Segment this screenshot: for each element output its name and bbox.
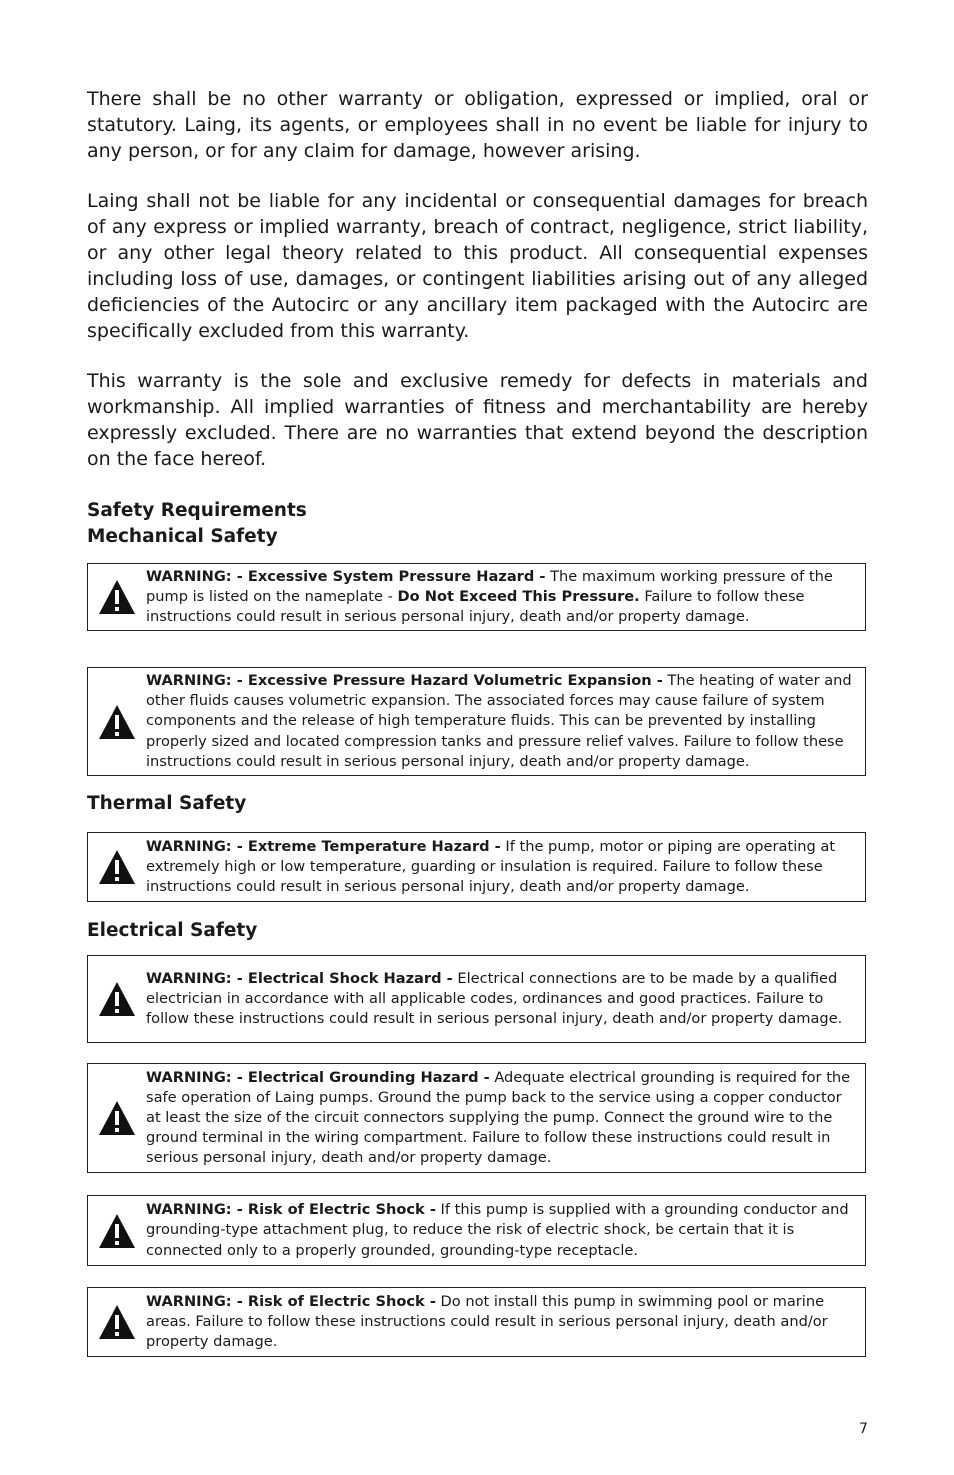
heading-electrical-safety: Electrical Safety <box>87 920 258 941</box>
warning-triangle-icon <box>88 1099 146 1137</box>
warning-title: WARNING: - Excessive Pressure Hazard Volumetric Expansion - <box>146 672 663 689</box>
warning-text <box>146 1064 865 1173</box>
warning-text <box>146 833 865 902</box>
warning-body: Do not install this pump in swimming pool or marine areas. Failure to follow these instructions could result in serious personal injury, death and/or property damage. <box>146 1292 828 1351</box>
warning-emphasis: Do Not Exceed This Pressure. <box>397 587 640 605</box>
warning-title: WARNING: - Excessive System Pressure Hazard - <box>146 567 546 585</box>
warning-text <box>146 1196 865 1265</box>
warning-text <box>146 563 865 632</box>
warning-box <box>87 1287 866 1357</box>
warning-box <box>87 667 866 776</box>
warning-body: Adequate electrical grounding is required for the safe operation of Laing pumps. Ground the pump back to the service using a copper conductor at least the size of the circuit connectors supplying the pump. Connect the ground wire to the ground terminal in the wiring compartment. Failure to follow these instructions could result in serious personal injury, death and/or property damage. <box>146 1068 851 1167</box>
warning-title: WARNING: - Extreme Temperature Hazard - <box>146 837 501 855</box>
warning-body: If this pump is supplied with a grounding conductor and grounding-type attachment plug, to reduce the risk of electric shock, be certain that it is connected only to a properly grounded, grounding-type receptacle. <box>146 1201 849 1259</box>
heading-safety-requirements: Safety Requirements <box>87 500 307 521</box>
heading-thermal-safety: Thermal Safety <box>87 793 247 814</box>
warranty-paragraph-1: There shall be no other warranty or obligation, expressed or implied, oral or statutory. Laing, its agents, or employees shall in no event be liable for injury to any person, or for any claim for damage, however arising. <box>87 88 868 162</box>
warning-box <box>87 955 866 1043</box>
thermal-heading-wrap <box>87 791 246 817</box>
warning-triangle-icon <box>88 703 146 741</box>
warning-body: The heating of water and other fluids causes volumetric expansion. The associated forces may cause failure of system components and the release of high temperature fluids. This can be prevented by installing properly sized and located compression tanks and pressure relief valves. Failure to follow these instructions could result in serious personal injury, death and/or property damage. <box>146 672 852 770</box>
warning-box <box>87 832 866 902</box>
warning-title: WARNING: - Risk of Electric Shock - <box>146 1292 436 1310</box>
warning-text <box>146 1288 865 1357</box>
warning-text <box>146 965 865 1034</box>
warning-box <box>87 1063 866 1173</box>
warning-box <box>87 1195 866 1266</box>
warning-title: WARNING: - Electrical Shock Hazard - <box>146 969 453 987</box>
warning-body: The maximum working pressure of the pump is listed on the nameplate - <box>146 567 833 605</box>
safety-headings <box>87 498 307 550</box>
warning-triangle-icon <box>88 1303 146 1341</box>
warning-triangle-icon <box>88 1212 146 1250</box>
warning-body: Electrical connections are to be made by a qualified electrician in accordance with all applicable codes, ordinances and good practices. Failure to follow these instructions could result in serious personal injury, death and/or property damage. <box>146 969 843 1028</box>
warranty-paragraph-3: This warranty is the sole and exclusive remedy for defects in materials and workmanship. All implied warranties of fitness and merchantability are hereby expressly excluded. There are no warranties that extend beyond the description on the face hereof. <box>87 370 868 470</box>
warning-box <box>87 563 866 631</box>
warning-body-cont: Failure to follow these instructions could result in serious personal injury, death and/or property damage. <box>146 587 805 626</box>
warning-triangle-icon <box>88 980 146 1018</box>
warning-triangle-icon <box>88 848 146 886</box>
electrical-heading-wrap <box>87 918 257 944</box>
warning-body: If the pump, motor or piping are operating at extremely high or low temperature, guarding or insulation is required. Failure to follow these instructions could result in serious personal injury, death and/or property damage. <box>146 837 836 896</box>
warning-triangle-icon <box>88 578 146 616</box>
heading-mechanical-safety: Mechanical Safety <box>87 526 278 547</box>
warranty-paragraph-2: Laing shall not be liable for any incidental or consequential damages for breach of any express or implied warranty, breach of contract, negligence, strict liability, or any other legal theory related to this product. All consequential expenses including loss of use, damages, or contingent liabilities arising out of any alleged deficiencies of the Autocirc or any ancillary item packaged with the Autocirc are specifically excluded from this warranty. <box>87 190 868 342</box>
warning-text <box>146 667 865 776</box>
warranty-text <box>87 86 868 496</box>
page-number: 7 <box>859 1421 868 1437</box>
warning-title: WARNING: - Electrical Grounding Hazard - <box>146 1068 490 1086</box>
warning-title: WARNING: - Risk of Electric Shock - <box>146 1201 436 1219</box>
